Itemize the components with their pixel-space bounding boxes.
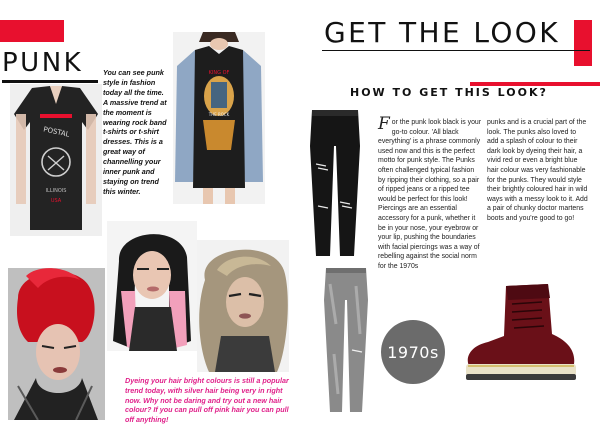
title-rule bbox=[322, 50, 590, 51]
decade-badge bbox=[381, 320, 445, 384]
title-underline bbox=[2, 80, 98, 83]
body-text-1: or the punk look black is your go-to colour. 'All black everything' is a phrase commonly used now and this is the perfect motto for punk style. The Punks often challenged typical fashion by ripping their clothing, so a pair of ripped jeans or a ripped tee would be perfect for this look! Piercings are an essential accessory for a punk, whether it be in your nose, your eyebrow or your lip, pushing the boundaries with facial piercings was a way of rebelling against the social norm for the 1970s bbox=[378, 119, 482, 270]
svg-text:POSTAL: POSTAL bbox=[42, 125, 71, 139]
accent-bar-left bbox=[0, 20, 64, 42]
svg-text:KING OF: KING OF bbox=[208, 70, 230, 76]
decade-badge-label: 1970s bbox=[387, 342, 439, 362]
svg-text:ILLINOIS: ILLINOIS bbox=[45, 188, 67, 194]
svg-text:USA: USA bbox=[50, 198, 62, 204]
body-text-column-2: punks and is a crucial part of the look. The punks also loved to add a splash of colour to their dark look by dyeing their hair, a vivid red or even a bright blue hair colour was very fashionable for the punks. They would style their brightly coloured hair in wild ways with a messy look to it. Add a pair of chunky doctor martens boots and you're good to go! bbox=[487, 119, 588, 222]
page-title-punk: PUNK bbox=[2, 48, 84, 78]
black-ripped-jeans-photo bbox=[300, 106, 370, 258]
svg-text:THE ROCK: THE ROCK bbox=[208, 112, 230, 117]
intro-paragraph: You can see punk style in fashion today all the time. A massive trend at the moment is wearing rock band t-shirts or t-shirt dresses. This is a great way of channelling your inner punk and staying on trend this winter. bbox=[103, 68, 167, 196]
grey-ripped-jeans-photo bbox=[316, 264, 376, 414]
section-subtitle: HOW TO GET THIS LOOK? bbox=[350, 86, 548, 99]
accent-block-right bbox=[574, 20, 592, 66]
drop-cap: F bbox=[378, 114, 390, 134]
red-hair-photo bbox=[8, 268, 105, 420]
body-text-column-1 bbox=[378, 114, 482, 272]
doc-martens-boot-photo bbox=[462, 280, 580, 384]
hair-caption: Dyeing your hair bright colours is still a popular trend today, with silver hair being very in right now. Why not be daring and try out a new hair colour? If you can pull off pink hair you can pull off anything! bbox=[125, 376, 289, 424]
wild-hair-photo bbox=[197, 240, 289, 372]
king-tee-dress-photo bbox=[173, 32, 265, 204]
pink-hair-photo bbox=[107, 221, 197, 351]
band-tee-dress-photo bbox=[10, 84, 102, 236]
page-title-get-the-look: GET THE LOOK bbox=[324, 16, 560, 49]
